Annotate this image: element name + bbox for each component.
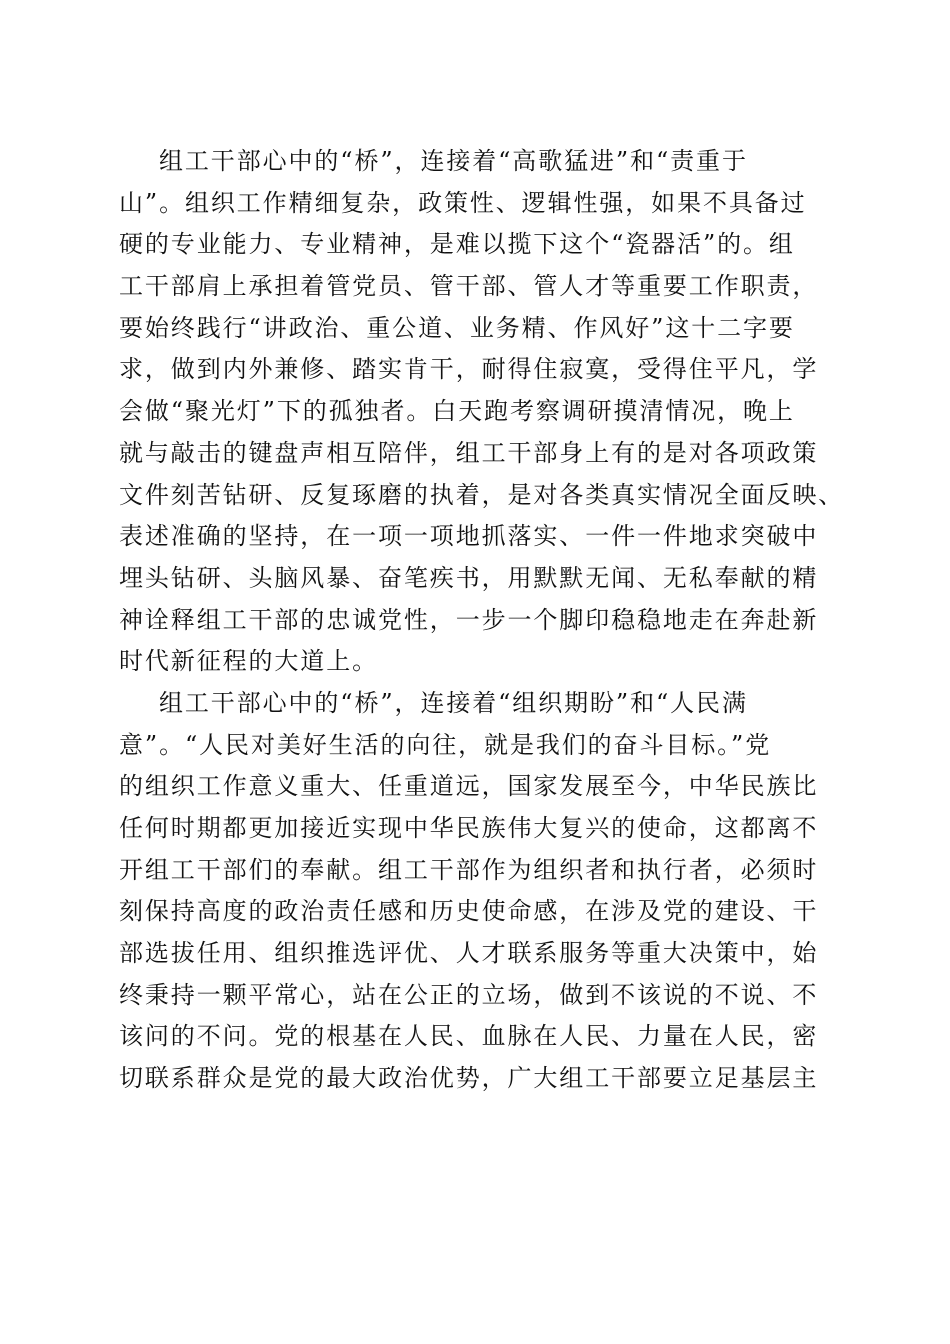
paragraph-line: 埋头钻研、头脑风暴、奋笔疾书，用默默无闻、无私奉献的精	[119, 563, 819, 592]
paragraph-line: 组工干部心中的“桥”，连接着“组织期盼”和“人民满	[159, 688, 748, 717]
paragraph-line: 时代新征程的大道上。	[119, 647, 378, 676]
paragraph-line: 的组织工作意义重大、任重道远，国家发展至今，中华民族比	[119, 772, 819, 801]
paragraph-line: 就与敲击的键盘声相互陪伴，组工干部身上有的是对各项政策	[119, 438, 819, 467]
paragraph-line: 会做“聚光灯”下的孤独者。白天跑考察调研摸清情况，晚上	[119, 397, 795, 426]
paragraph-line: 部选拔任用、组织推选评优、人才联系服务等重大决策中，始	[119, 939, 819, 968]
paragraph-line: 开组工干部们的奉献。组工干部作为组织者和执行者，必须时	[119, 855, 819, 884]
paragraph-line: 切联系群众是党的最大政治优势，广大组工干部要立足基层主	[119, 1064, 819, 1093]
paragraph-line: 意”。“人民对美好生活的向往，就是我们的奋斗目标。”党	[119, 730, 772, 759]
paragraph	[119, 141, 845, 683]
paragraph-line: 文件刻苦钻研、反复琢磨的执着，是对各类真实情况全面反映、	[119, 480, 845, 509]
paragraph-line: 刻保持高度的政治责任感和历史使命感，在涉及党的建设、干	[119, 897, 819, 926]
paragraph-line: 硬的专业能力、专业精神，是难以揽下这个“瓷器活”的。组	[119, 230, 795, 259]
paragraph	[119, 683, 831, 1100]
paragraph-line: 山”。组织工作精细复杂，政策性、逻辑性强，如果不具备过	[119, 188, 807, 217]
paragraph-line: 要始终践行“讲政治、重公道、业务精、作风好”这十二字要	[119, 313, 795, 342]
paragraph-line: 终秉持一颗平常心，站在公正的立场，做到不该说的不说、不	[119, 980, 819, 1009]
paragraph-line: 求，做到内外兼修、踏实肯干，耐得住寂寞，受得住平凡，学	[119, 355, 819, 384]
paragraph-line: 工干部肩上承担着管党员、管干部、管人才等重要工作职责，	[119, 272, 819, 301]
body-text	[119, 141, 845, 1100]
paragraph-line: 组工干部心中的“桥”，连接着“高歌猛进”和“责重于	[159, 147, 748, 175]
paragraph-line: 表述准确的坚持，在一项一项地抓落实、一件一件地求突破中	[119, 522, 819, 551]
paragraph-line: 该问的不问。党的根基在人民、血脉在人民、力量在人民，密	[119, 1022, 819, 1051]
paragraph-line: 神诠释组工干部的忠诚党性，一步一个脚印稳稳地走在奔赴新	[119, 605, 819, 634]
paragraph-line: 任何时期都更加接近实现中华民族伟大复兴的使命，这都离不	[119, 814, 819, 842]
